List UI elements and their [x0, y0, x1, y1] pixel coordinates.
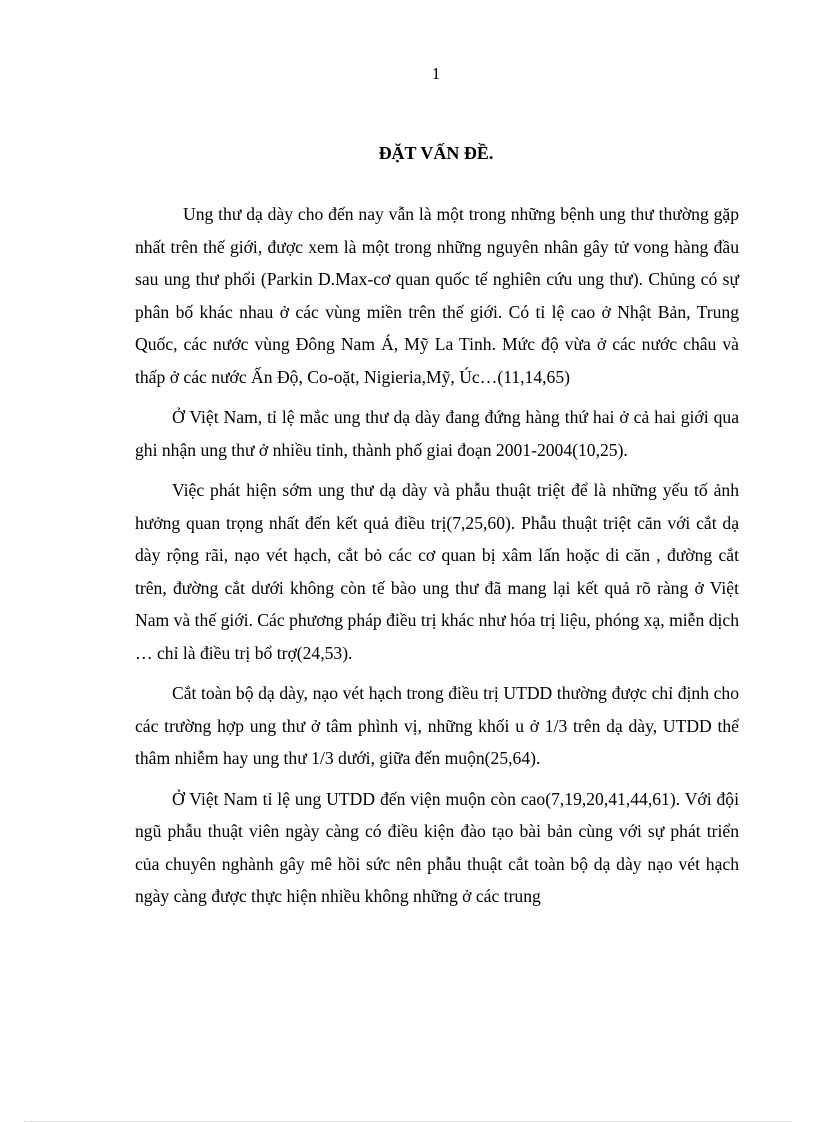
section-title: ĐẶT VẤN ĐỀ. — [378, 143, 494, 163]
paragraph-intro: Ung thư dạ dày cho đến nay vẫn là một trong những bệnh ung thư thường gặp nhất trên thế giới, được xem là một trong những nguyên nhân gây tử vong hàng đầu sau ung thư phổi (Parkin D.Max-cơ quan quốc tế nghiên cứu ung thư). Chủng có sự phân bố khác nhau ở các vùng miền trên thế giới. Có tỉ lệ cao ở Nhật Bản, Trung Quốc, các nước vùng Đông Nam Á, Mỹ La Tinh. Mức độ vừa ở các nước châu và thấp ở các nước Ấn Độ, Co-oặt, Nigieria,Mỹ, Úc…(11,14,65) — [135, 204, 739, 387]
page-number: 1 — [431, 64, 441, 83]
paragraph-total-gastrectomy: Cắt toàn bộ dạ dày, nạo vét hạch trong điều trị UTDD thường được chỉ định cho các trường hợp ung thư ở tâm phình vị, những khối u ở 1/3 trên dạ dày, UTDD thể thâm nhiễm hay ung thư 1/3 dưới, giữa đến muộn(25,64). — [135, 683, 739, 768]
page-bottom-divider — [24, 1121, 792, 1122]
body-text — [135, 198, 739, 921]
paragraph-vietnam-incidence: Ở Việt Nam, tỉ lệ mắc ung thư dạ dày đang đứng hàng thứ hai ở cả hai giới qua ghi nhận ung thư ở nhiều tỉnh, thành phố giai đoạn 2001-2004(10,25). — [135, 407, 739, 460]
paragraph-early-detection: Việc phát hiện sớm ung thư dạ dày và phẫu thuật triệt để là những yếu tố ảnh hưởng quan trọng nhất đến kết quả điều trị(7,25,60). Phẫu thuật triệt căn với cắt dạ dày rộng rãi, nạo vét hạch, cắt bỏ các cơ quan bị xâm lấn hoặc di căn , đường cắt trên, đường cắt dưới không còn tế bào ung thư đã mang lại kết quả rõ ràng ở Việt Nam và thế giới. Các phương pháp điều trị khác như hóa trị liệu, phóng xạ, miễn dịch … chỉ là điều trị bổ trợ(24,53). — [135, 480, 739, 663]
paragraph-late-presentation: Ở Việt Nam tỉ lệ ung UTDD đến viện muộn còn cao(7,19,20,41,44,61). Với đội ngũ phẫu thuật viên ngày càng có điều kiện đào tạo bài bản cùng với sự phát triển của chuyên nghành gây mê hồi sức nên phẫu thuật cắt toàn bộ dạ dày nạo vét hạch ngày càng được thực hiện nhiều không những ở các trung — [135, 788, 739, 906]
